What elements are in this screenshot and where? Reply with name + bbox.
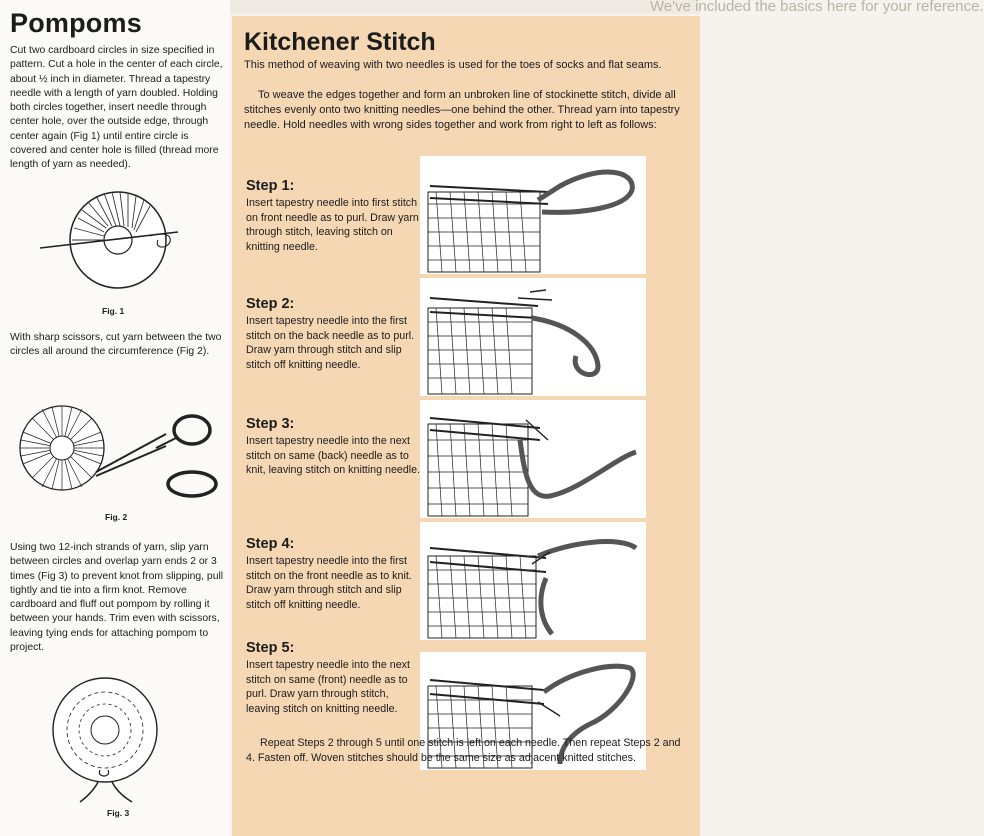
pompoms-title: Pompoms (10, 8, 142, 38)
step-5-text: Insert tapestry needle into the next stitch on same (front) needle as to purl. Draw yarn through stitch, leaving stitch on knitting needle. (246, 659, 410, 715)
kitchener-intro: This method of weaving with two needles is used for the toes of socks and flat seams. (244, 59, 662, 71)
fig2-caption: Fig. 2 (105, 512, 128, 522)
step-3-title: Step 3: (246, 416, 295, 432)
step-4-title: Step 4: (246, 536, 295, 552)
step-4 (246, 536, 421, 612)
step-5 (246, 640, 421, 716)
pompoms-column (0, 0, 230, 836)
step-1-title: Step 1: (246, 178, 295, 194)
step-4-text: Insert tapestry needle into the first stitch on the front needle as to knit. Draw yarn through stitch and slip stitch off knitting needle. (246, 555, 412, 611)
kitchener-title: Kitchener Stitch (244, 28, 436, 56)
pompoms-paragraph-2: With sharp scissors, cut yarn between the two circles all around the circumference (Fig 2). (10, 332, 222, 358)
repeat-instructions: Repeat Steps 2 through 5 until one stitch is left on each needle. Then repeat Steps 2 and 4. Fasten off. Woven stitches should be the same size as adjacent knitted stitches. (246, 737, 681, 764)
fig3-illustration (40, 674, 170, 804)
step-3-illustration (420, 400, 646, 518)
fig1-caption: Fig. 1 (102, 306, 125, 316)
step-2-title: Step 2: (246, 296, 295, 312)
step-1 (246, 178, 421, 254)
step-3 (246, 416, 421, 478)
step-4-illustration (420, 522, 646, 640)
step-2-illustration (420, 278, 646, 396)
kitchener-paragraph: To weave the edges together and form an unbroken line of stockinette stitch, divide all stitches evenly onto two knitting needles—one behind the other. Thread yarn into tapestry needle. Hold needles with wrong sides together and work from right to left as follows: (244, 89, 680, 132)
fig2-illustration (16, 392, 222, 510)
step-3-text: Insert tapestry needle into the next stitch on same (back) needle as to knit, leaving stitch on knitting needle. (246, 435, 421, 477)
step-1-text: Insert tapestry needle into first stitch on front needle as to purl. Draw yarn through stitch, leaving stitch on knitting needle. (246, 197, 419, 253)
fig3-caption: Fig. 3 (107, 808, 130, 818)
step-2-text: Insert tapestry needle into the first stitch on the back needle as to purl. Draw yarn through stitch and slip stitch off knitting needle. (246, 315, 415, 371)
fig1-illustration (38, 188, 190, 298)
page-bleed-text: We've included the basics here for your reference. (230, 0, 700, 14)
pompoms-paragraph-1: Cut two cardboard circles in size specified in pattern. Cut a hole in the center of each circle, about ½ inch in diameter. Thread a tapestry needle with a length of yarn doubled. Holding both circles together, insert needle through center hole, over the outside edge, through center again (Fig 1) until entire circle is covered and center hole is filled (thread more length of yarn as needed). (10, 45, 223, 171)
pompoms-paragraph-3: Using two 12-inch strands of yarn, slip yarn between circles and overlap yarn ends 2 or 3 times (Fig 3) to prevent knot from slipping, pull tightly and tie into a firm knot. Remove cardboard and fluff out pompom by rolling it between your hands. Trim even with scissors, leaving tying ends for attaching pompom to project. (10, 542, 224, 654)
step-2 (246, 296, 421, 372)
step-5-title: Step 5: (246, 640, 295, 656)
kitchener-panel (232, 16, 700, 836)
step-1-illustration (420, 156, 646, 274)
